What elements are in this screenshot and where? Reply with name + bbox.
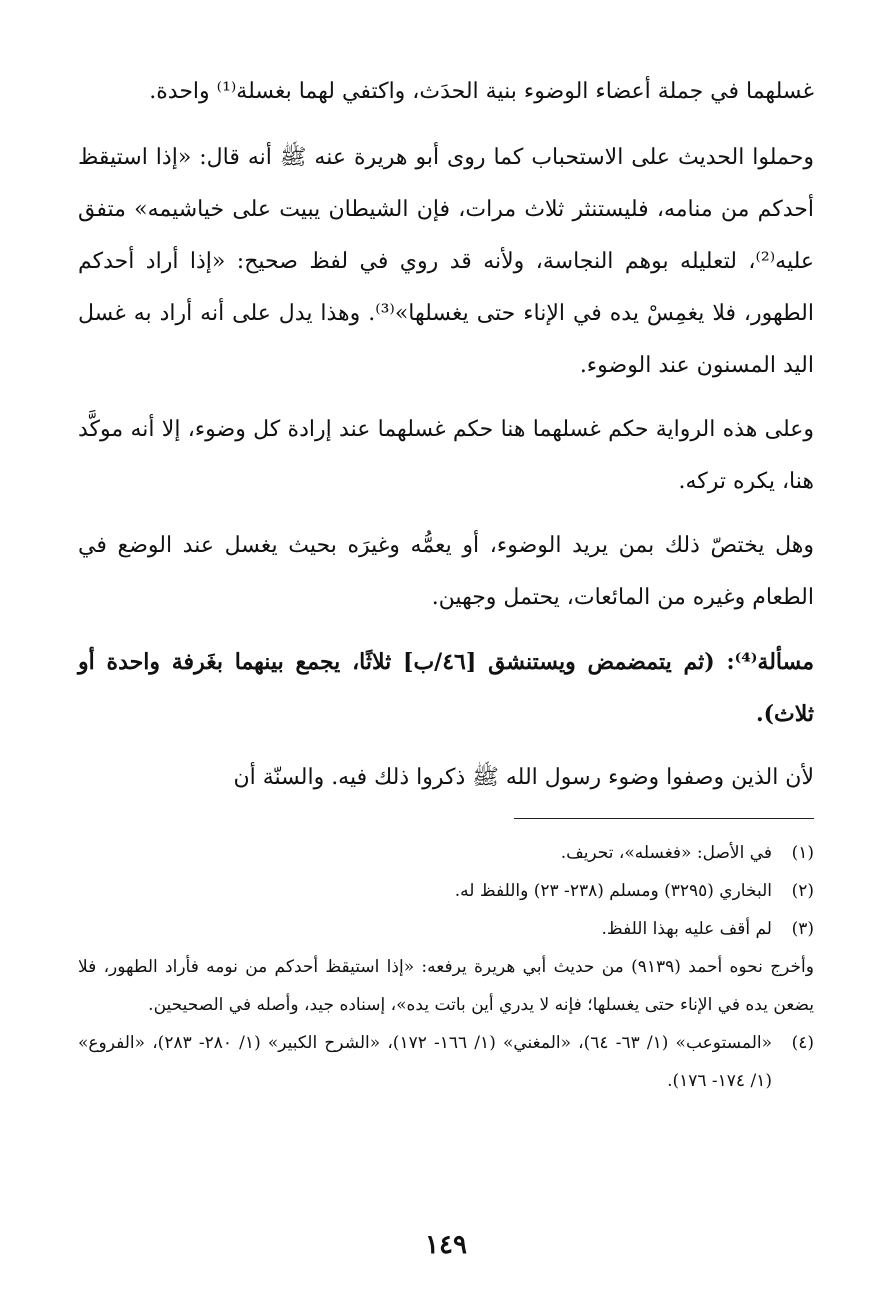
footnote-text: في الأصل: «فغسله»، تحريف.: [560, 843, 772, 863]
paragraph-2: وحملوا الحديث على الاستحباب كما روى أبو هريرة عنه ﷺ أنه قال: «إذا استيقظ أحدكم من منامه، فليستنثر ثلاث مرات، فإن الشيطان يبيت على خياشيمه» متفق عليه⁽²⁾، لتعليله بوهم النجاسة، ولأنه قد روي في لفظ صحيح: «إذا أراد أحدكم الطهور، فلا يغمِسْ يده في الإناء حتى يغسلها»⁽³⁾. وهذا يدل على أنه أراد به غسل اليد المسنون عند الوضوء.: [78, 145, 814, 378]
paragraph-3: وعلى هذه الرواية حكم غسلهما هنا حكم غسلهما عند إرادة كل وضوء، إلا أنه موكَّد هنا، يكره تركه.: [78, 417, 814, 494]
page-number: ١٤٩: [425, 1230, 467, 1260]
footnote-number: (١): [791, 843, 814, 863]
footnote-divider: [514, 818, 814, 819]
footnote-2: [78, 872, 814, 910]
footnote-4: [78, 1024, 814, 1100]
paragraph-4: وهل يختصّ ذلك بمن يريد الوضوء، أو يعمُّه وغيرَه بحيث يغسل عند الوضع في الطعام وغيره من المائعات، يحتمل وجهين.: [78, 533, 814, 610]
footnote-number: (٣): [791, 919, 814, 939]
page-content: [78, 66, 814, 1266]
footnotes: [78, 834, 814, 1100]
footnote-text: «المستوعب» (١/ ٦٣- ٦٤)، «المغني» (١/ ١٦٦- ١٧٢)، «الشرح الكبير» (١/ ٢٨٠- ٢٨٣)، «الفروع» (١/ ١٧٤- ١٧٦).: [78, 1033, 772, 1091]
footnote-3: [78, 910, 814, 948]
masala-heading: مسألة⁽⁴⁾: (ثم يتمضمض ويستنشق [٤٦/ب] ثلاثًا، يجمع بينهما بغَرفة واحدة أو ثلاث).: [78, 649, 815, 727]
footnote-1: [78, 834, 814, 872]
footnote-text: لم أقف عليه بهذا اللفظ.: [601, 919, 772, 939]
footnote-text: البخاري (٣٢٩٥) ومسلم (٢٣٨- ٢٣) واللفظ له.: [454, 881, 772, 901]
paragraph-6: لأن الذين وصفوا وضوء رسول الله ﷺ ذكروا ذلك فيه. والسنّة أن: [233, 765, 814, 790]
footnote-3-continuation: وأخرج نحوه أحمد (٩١٣٩) من حديث أبي هريرة يرفعه: «إذا استيقظ أحدكم من نومه فأراد الطهور، فلا يضعن يده في الإناء حتى يغسلها؛ فإنه لا يدري أين باتت يده»، إسناده جيد، وأصله في الصحيحين.: [78, 957, 814, 1015]
paragraph-1: غسلهما في جملة أعضاء الوضوء بنية الحدَث، واكتفي لهما بغسلة⁽¹⁾ واحدة.: [149, 79, 814, 104]
footnote-number: (٢): [791, 881, 814, 901]
footnote-number: (٤): [791, 1033, 814, 1053]
